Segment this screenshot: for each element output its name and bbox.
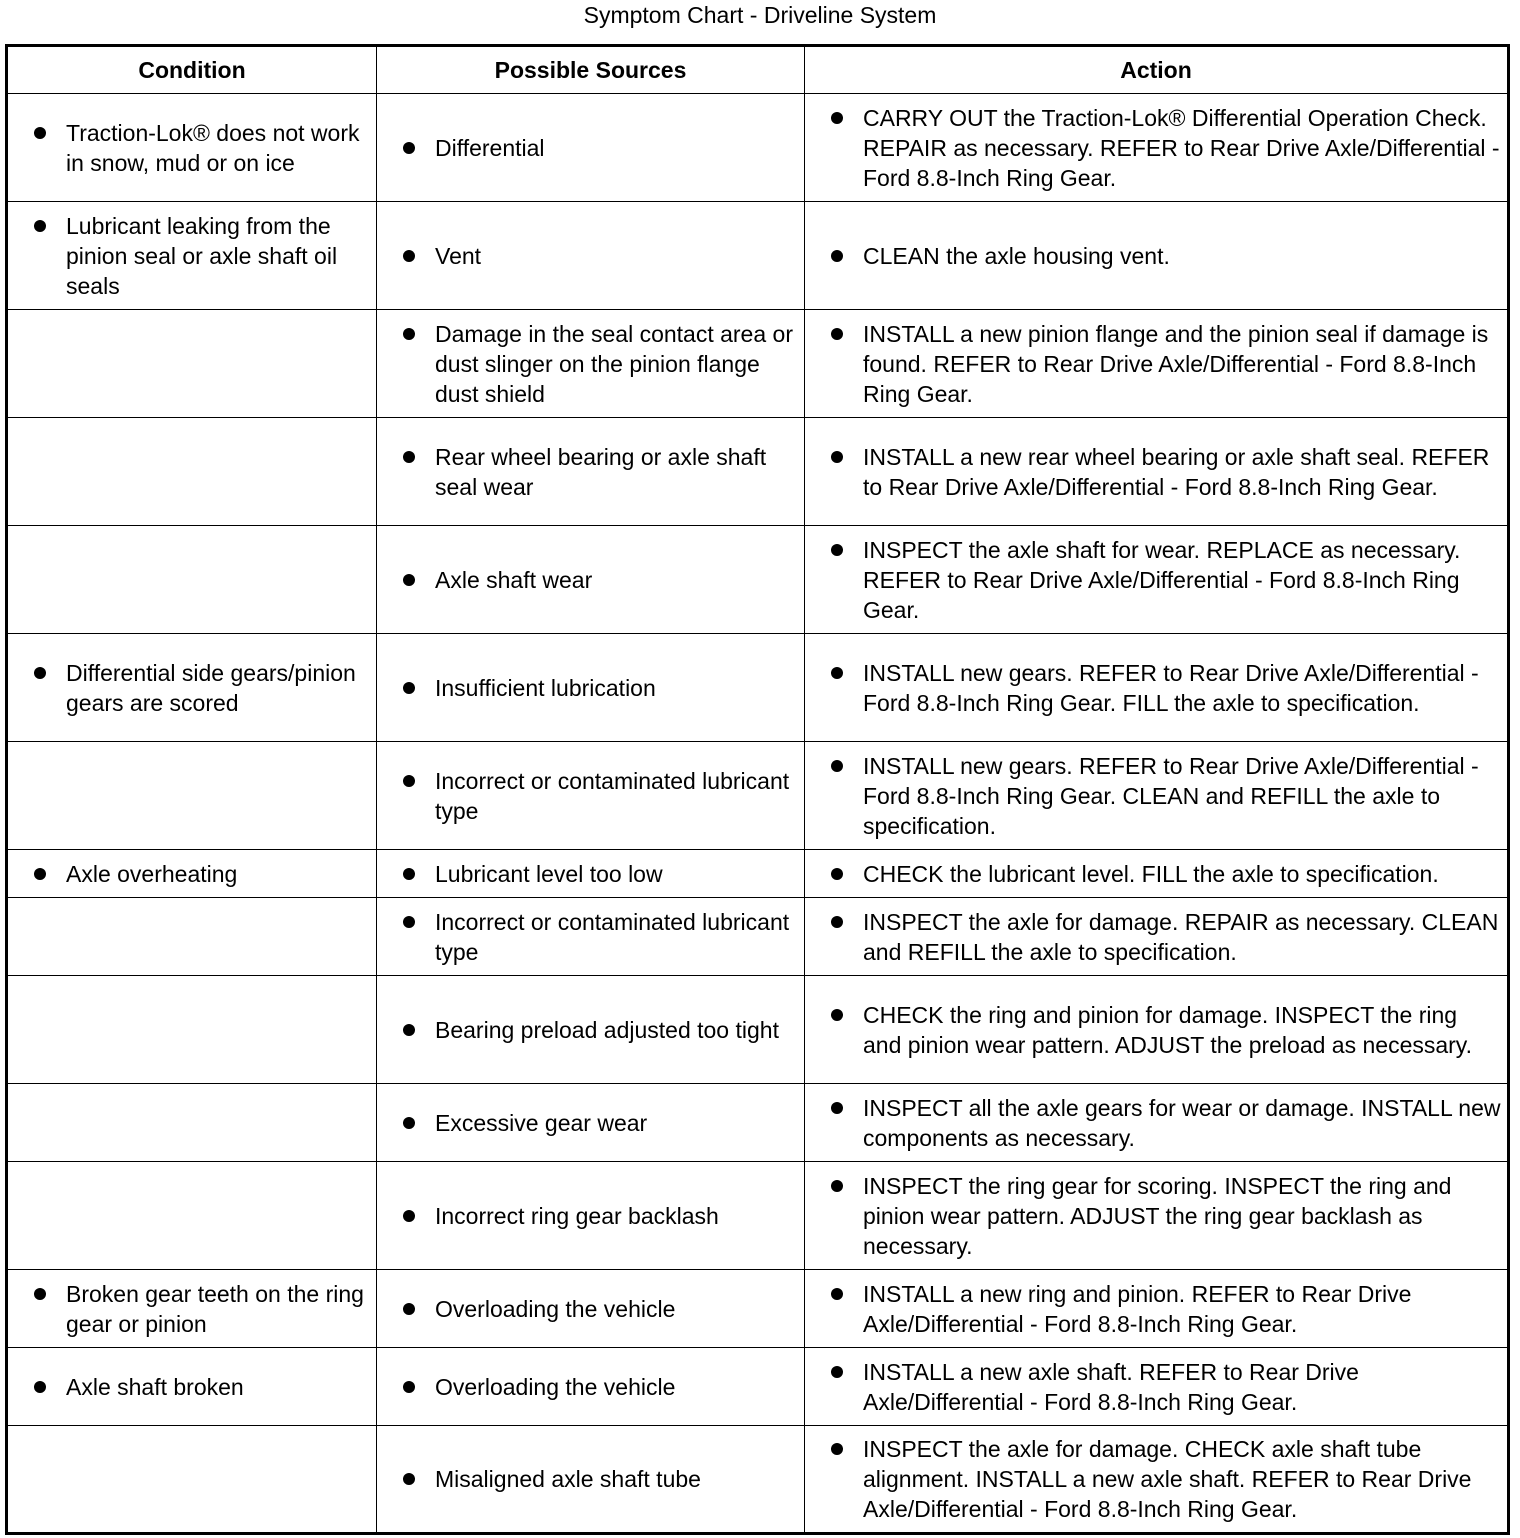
source-cell (377, 310, 805, 418)
source-cell (377, 634, 805, 742)
table-row (7, 94, 1509, 202)
condition-cell (7, 634, 377, 742)
action-text: INSTALL a new axle shaft. REFER to Rear Drive Axle/Differential - Ford 8.8-Inch Ring Gear. (863, 1358, 1359, 1415)
condition-cell (7, 976, 377, 1084)
table-row (7, 310, 1509, 418)
page-title: Symptom Chart - Driveline System (583, 2, 937, 28)
action-cell (805, 1426, 1509, 1534)
table-row (7, 526, 1509, 634)
action-item (805, 1171, 1507, 1261)
source-cell (377, 1084, 805, 1162)
action-item (805, 535, 1507, 625)
bullet-icon (34, 220, 46, 232)
source-text: Incorrect ring gear backlash (435, 1202, 719, 1229)
table-row (7, 850, 1509, 898)
source-text: Damage in the seal contact area or dust slinger on the pinion flange dust shield (435, 320, 793, 407)
bullet-icon (403, 328, 415, 340)
condition-text: Axle overheating (66, 860, 238, 887)
bullet-icon (831, 112, 843, 124)
bullet-icon (403, 142, 415, 154)
action-cell (805, 898, 1509, 976)
bullet-icon (403, 451, 415, 463)
action-cell (805, 94, 1509, 202)
condition-item (8, 118, 376, 178)
condition-item (8, 211, 376, 301)
bullet-icon (403, 1381, 415, 1393)
source-cell (377, 1270, 805, 1348)
source-text: Misaligned axle shaft tube (435, 1466, 701, 1492)
condition-cell (7, 202, 377, 310)
source-cell (377, 418, 805, 526)
bullet-icon (403, 250, 415, 262)
bullet-icon (831, 1443, 843, 1455)
bullet-icon (403, 916, 415, 928)
bullet-icon (831, 760, 843, 772)
action-text: INSTALL a new rear wheel bearing or axle shaft seal. REFER to Rear Drive Axle/Differential - Ford 8.8-Inch Ring Gear. (863, 443, 1490, 500)
condition-item (8, 1279, 376, 1339)
source-item (377, 241, 804, 271)
bullet-icon (831, 544, 843, 556)
condition-cell (7, 898, 377, 976)
condition-text: Differential side gears/pinion gears are scored (66, 659, 356, 716)
header-action: Action (805, 46, 1509, 94)
action-item (805, 1093, 1507, 1153)
action-cell (805, 634, 1509, 742)
condition-cell (7, 310, 377, 418)
source-text: Incorrect or contaminated lubricant type (435, 908, 790, 965)
condition-item (8, 859, 376, 889)
source-item (377, 1201, 804, 1231)
bullet-icon (831, 1366, 843, 1378)
source-item (377, 442, 804, 502)
bullet-icon (831, 328, 843, 340)
source-item (377, 907, 804, 967)
source-item (377, 1015, 804, 1045)
table-row (7, 1426, 1509, 1534)
source-item (377, 565, 804, 595)
bullet-icon (831, 667, 843, 679)
condition-cell (7, 742, 377, 850)
source-cell (377, 526, 805, 634)
condition-item (8, 1372, 376, 1402)
table-row (7, 1084, 1509, 1162)
action-item (805, 319, 1507, 409)
bullet-icon (831, 451, 843, 463)
source-text: Insufficient lubrication (435, 674, 656, 701)
source-text: Lubricant level too low (435, 860, 663, 887)
source-item (377, 859, 804, 889)
table-row (7, 898, 1509, 976)
action-cell (805, 976, 1509, 1084)
source-item (377, 133, 804, 163)
action-text: INSTALL a new ring and pinion. REFER to Rear Drive Axle/Differential - Ford 8.8-Inch Ring Gear. (863, 1280, 1412, 1337)
action-item (805, 1279, 1507, 1339)
source-cell (377, 202, 805, 310)
bullet-icon (403, 1210, 415, 1222)
table-row (7, 1270, 1509, 1348)
action-cell (805, 418, 1509, 526)
source-cell (377, 1348, 805, 1426)
bullet-icon (34, 127, 46, 139)
source-item (377, 1108, 804, 1138)
bullet-icon (403, 574, 415, 586)
source-cell (377, 850, 805, 898)
source-text: Rear wheel bearing or axle shaft seal wear (435, 443, 767, 500)
bullet-icon (34, 868, 46, 880)
action-item (805, 907, 1507, 967)
source-text: Incorrect or contaminated lubricant type (435, 767, 790, 824)
source-text: Differential (435, 134, 545, 161)
bullet-icon (403, 775, 415, 787)
bullet-icon (403, 1117, 415, 1129)
bullet-icon (831, 1180, 843, 1192)
action-item (805, 1357, 1507, 1417)
action-text: INSTALL new gears. REFER to Rear Drive Axle/Differential - Ford 8.8-Inch Ring Gear. CLEAN and REFILL the axle to specification. (863, 752, 1479, 839)
condition-cell (7, 1084, 377, 1162)
bullet-icon (831, 916, 843, 928)
action-text: INSTALL a new pinion flange and the pinion seal if damage is found. REFER to Rear Drive Axle/Differential - Ford 8.8-Inch Ring Gear. (863, 320, 1489, 407)
action-text: CHECK the ring and pinion for damage. INSPECT the ring and pinion wear pattern. ADJUST the preload as necessary. (863, 1001, 1472, 1058)
table-row (7, 202, 1509, 310)
table-row (7, 1348, 1509, 1426)
condition-cell (7, 1426, 377, 1534)
bullet-icon (34, 667, 46, 679)
symptom-chart-table (5, 44, 1510, 1535)
header-row (7, 46, 1509, 94)
table-row (7, 418, 1509, 526)
source-item (377, 1464, 804, 1494)
condition-cell (7, 1348, 377, 1426)
header-condition: Condition (7, 46, 377, 94)
source-item (377, 319, 804, 409)
bullet-icon (34, 1288, 46, 1300)
source-text: Axle shaft wear (435, 566, 593, 593)
condition-cell (7, 1162, 377, 1270)
source-text: Overloading the vehicle (435, 1373, 676, 1400)
action-item (805, 1000, 1507, 1060)
action-text: CLEAN the axle housing vent. (863, 242, 1170, 269)
action-text: INSPECT the axle for damage. REPAIR as necessary. CLEAN and REFILL the axle to specification. (863, 908, 1499, 965)
condition-text: Axle shaft broken (66, 1373, 244, 1400)
condition-text: Lubricant leaking from the pinion seal or axle shaft oil seals (66, 212, 338, 299)
bullet-icon (403, 868, 415, 880)
condition-text: Broken gear teeth on the ring gear or pinion (66, 1280, 364, 1337)
bullet-icon (403, 1024, 415, 1036)
source-text: Bearing preload adjusted too tight (435, 1016, 779, 1043)
source-cell (377, 976, 805, 1084)
action-text: CHECK the lubricant level. FILL the axle to specification. (863, 860, 1439, 887)
action-cell (805, 526, 1509, 634)
table-row (7, 976, 1509, 1084)
bullet-icon (831, 1288, 843, 1300)
action-cell (805, 850, 1509, 898)
bullet-icon (34, 1381, 46, 1393)
action-item (805, 658, 1507, 718)
source-cell (377, 1162, 805, 1270)
bullet-icon (403, 682, 415, 694)
source-item (377, 673, 804, 703)
condition-cell (7, 94, 377, 202)
action-item (805, 103, 1507, 193)
action-item (805, 442, 1507, 502)
source-text: Vent (435, 242, 482, 269)
action-item (805, 859, 1507, 889)
action-cell (805, 1348, 1509, 1426)
condition-item (8, 658, 376, 718)
source-item (377, 766, 804, 826)
action-text: CARRY OUT the Traction-Lok® Differential Operation Check. REPAIR as necessary. REFER to Rear Drive Axle/Differential - Ford 8.8-Inch Ring Gear. (863, 104, 1500, 191)
table-row (7, 634, 1509, 742)
table-body (7, 94, 1509, 1534)
action-cell (805, 742, 1509, 850)
action-text: INSPECT all the axle gears for wear or damage. INSTALL new components as necessary. (863, 1094, 1501, 1151)
header-possible-sources: Possible Sources (377, 46, 805, 94)
source-cell (377, 742, 805, 850)
source-cell (377, 94, 805, 202)
action-item (805, 751, 1507, 841)
source-item (377, 1372, 804, 1402)
bullet-icon (403, 1473, 415, 1485)
source-cell (377, 898, 805, 976)
action-item (805, 1434, 1507, 1524)
action-text: INSPECT the axle shaft for wear. REPLACE as necessary. REFER to Rear Drive Axle/Differential - Ford 8.8-Inch Ring Gear. (863, 536, 1461, 623)
action-item (805, 241, 1507, 271)
table-row (7, 742, 1509, 850)
condition-text: Traction-Lok® does not work in snow, mud or on ice (66, 119, 360, 176)
source-text: Overloading the vehicle (435, 1295, 676, 1322)
bullet-icon (403, 1303, 415, 1315)
source-text: Excessive gear wear (435, 1109, 648, 1136)
source-item (377, 1294, 804, 1324)
action-cell (805, 310, 1509, 418)
condition-cell (7, 1270, 377, 1348)
action-text: INSTALL new gears. REFER to Rear Drive Axle/Differential - Ford 8.8-Inch Ring Gear. FILL the axle to specification. (863, 659, 1479, 716)
action-cell (805, 1270, 1509, 1348)
action-cell (805, 202, 1509, 310)
condition-cell (7, 526, 377, 634)
action-text: INSPECT the axle for damage. CHECK axle shaft tube alignment. INSTALL a new axle shaft. REFER to Rear Drive Axle/Differential - Ford 8.8-Inch Ring Gear. (863, 1436, 1472, 1522)
bullet-icon (831, 1009, 843, 1021)
table-row (7, 1162, 1509, 1270)
action-text: INSPECT the ring gear for scoring. INSPECT the ring and pinion wear pattern. ADJUST the ring gear backlash as necessary. (863, 1172, 1452, 1259)
action-cell (805, 1084, 1509, 1162)
condition-cell (7, 418, 377, 526)
bullet-icon (831, 250, 843, 262)
source-cell (377, 1426, 805, 1534)
condition-cell (7, 850, 377, 898)
bullet-icon (831, 1102, 843, 1114)
action-cell (805, 1162, 1509, 1270)
bullet-icon (831, 868, 843, 880)
